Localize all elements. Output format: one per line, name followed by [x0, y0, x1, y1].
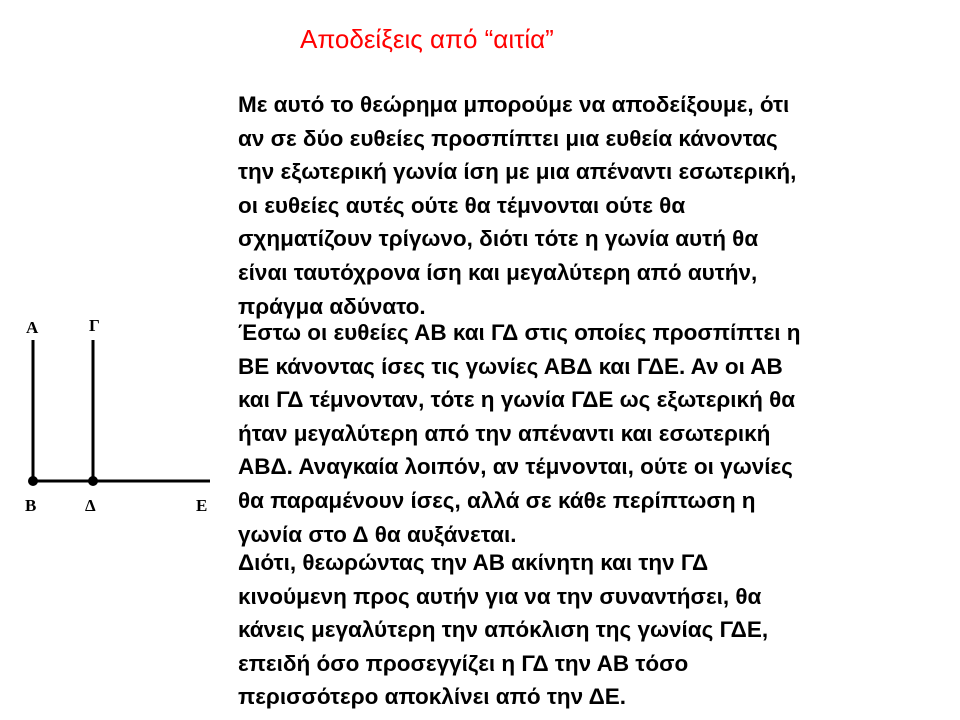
label-E: Ε: [196, 496, 208, 515]
paragraph-line: οι ευθείες αυτές ούτε θα τέμνονται ούτε θα: [238, 192, 686, 218]
paragraph-line: Με αυτό το θεώρημα μπορούμε να αποδείξουμε, ότι: [238, 92, 790, 117]
label-B: Β: [25, 496, 37, 515]
paragraph-line: ήταν μεγαλύτερη από την απέναντι και εσωτερική: [238, 420, 771, 446]
point-B: [28, 476, 38, 486]
paragraph-line: αν σε δύο ευθείες προσπίπτει μια ευθεία κάνοντας: [238, 125, 778, 151]
geometry-figure: [0, 300, 230, 530]
paragraph-line: γωνία στο Δ θα αυξάνεται.: [238, 521, 517, 547]
paragraph-line: Έστω οι ευθείες ΑΒ και ΓΔ στις οποίες προσπίπτει η: [238, 320, 801, 345]
paragraph-line: και ΓΔ τέμνονταν, τότε η γωνία ΓΔΕ ως εξωτερική θα: [238, 387, 796, 413]
paragraph-line: επειδή όσο προσεγγίζει η ΓΔ την ΑΒ τόσο: [238, 650, 689, 676]
slide-title: Αποδείξεις από “αιτία”: [300, 24, 554, 54]
paragraph-line: περισσότερο αποκλίνει από την ΔΕ.: [238, 684, 626, 710]
paragraph-explanation: [238, 546, 950, 714]
paragraph-line: θα παραμένουν ίσες, αλλά σε κάθε περίπτωση η: [238, 487, 756, 513]
point-D: [88, 476, 98, 486]
paragraph-line: την εξωτερική γωνία ίση με μια απέναντι εσωτερική,: [238, 159, 797, 185]
paragraph-line: πράγμα αδύνατο.: [238, 293, 426, 319]
paragraph-theorem-statement: [238, 88, 950, 323]
label-D: Δ: [85, 496, 96, 515]
paragraph-line: ΒΕ κάνοντας ίσες τις γωνίες ΑΒΔ και ΓΔΕ. Αν οι ΑΒ: [238, 353, 783, 379]
paragraph-line: είναι ταυτόχρονα ίση και μεγαλύτερη από αυτήν,: [238, 259, 758, 285]
label-A: Α: [26, 318, 39, 337]
paragraph-line: Διότι, θεωρώντας την ΑΒ ακίνητη και την ΓΔ: [238, 550, 709, 575]
paragraph-line: κινούμενη προς αυτήν για να την συναντήσει, θα: [238, 583, 762, 609]
paragraph-line: σχηματίζουν τρίγωνο, διότι τότε η γωνία αυτή θα: [238, 226, 759, 252]
paragraph-proof: [238, 316, 950, 551]
paragraph-line: ΑΒΔ. Αναγκαία λοιπόν, αν τέμνονται, ούτε οι γωνίες: [238, 454, 793, 480]
label-G: Γ: [89, 316, 100, 335]
paragraph-line: κάνεις μεγαλύτερη την απόκλιση της γωνίας ΓΔΕ,: [238, 617, 769, 643]
